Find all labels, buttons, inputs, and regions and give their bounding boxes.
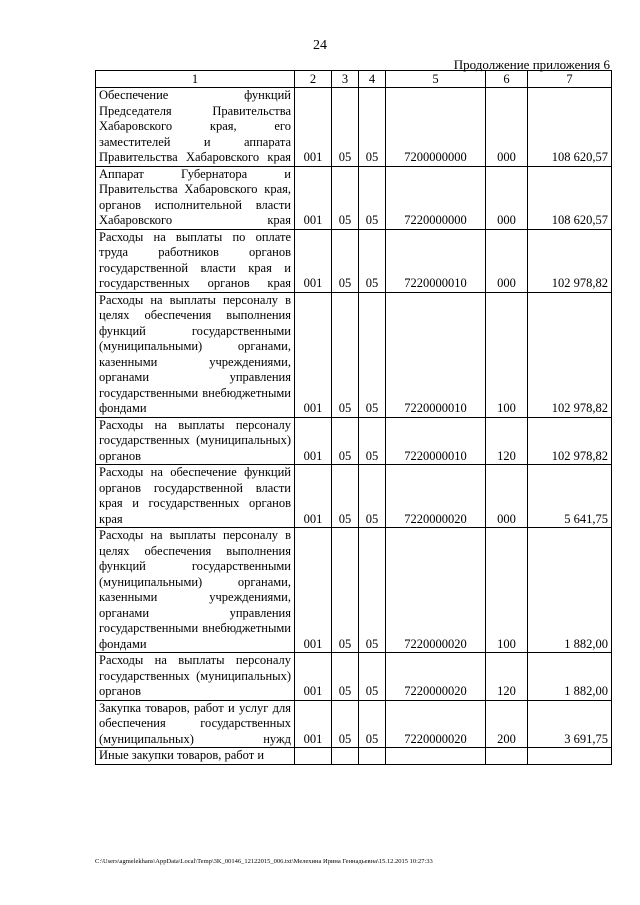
amount: 1 882,00	[528, 653, 612, 701]
amount: 102 978,82	[528, 229, 612, 292]
col-header-7: 7	[528, 71, 612, 88]
budget-table	[95, 70, 612, 765]
row-description: Расходы на выплаты персоналу государственных (муниципальных) органов	[96, 417, 295, 465]
continuation-label: Продолжение приложения 6	[453, 57, 610, 72]
ministry-code: 001	[295, 653, 332, 701]
expense-type-code: 000	[486, 88, 528, 167]
amount: 3 691,75	[528, 700, 612, 748]
ministry-code: 001	[295, 417, 332, 465]
ministry-code: 001	[295, 88, 332, 167]
ministry-code: 001	[295, 465, 332, 528]
expense-type-code: 100	[486, 528, 528, 653]
subsection-code: 05	[359, 88, 386, 167]
section-code: 05	[332, 166, 359, 229]
row-description: Иные закупки товаров, работ и	[96, 748, 295, 765]
row-description: Расходы на выплаты персоналу в целях обеспечения выполнения функций государственными (муниципальными) органами, казенными учреждениями, органами управления государственными внебюджетными фондами	[96, 292, 295, 417]
section-code: 05	[332, 229, 359, 292]
subsection-code: 05	[359, 166, 386, 229]
row-description: Расходы на выплаты по оплате труда работников органов государственной власти края и государственных органов края	[96, 229, 295, 292]
target-article-code: 7220000020	[386, 465, 486, 528]
section-code: 05	[332, 465, 359, 528]
target-article-code: 7220000020	[386, 653, 486, 701]
expense-type-code: 120	[486, 417, 528, 465]
subsection-code: 05	[359, 465, 386, 528]
table-row	[96, 465, 612, 528]
page-number: 24	[313, 38, 327, 53]
amount	[528, 748, 612, 765]
col-header-3: 3	[332, 71, 359, 88]
section-code: 05	[332, 653, 359, 701]
amount: 108 620,57	[528, 88, 612, 167]
footer-file-path: C:\Users\agmelekhans\AppData\Local\Temp\3K_00146_12122015_006.txt\Мелехина Ирина Геннадьевна\15.12.2015 10:27:33	[95, 858, 433, 865]
target-article-code: 7220000000	[386, 166, 486, 229]
section-code: 05	[332, 88, 359, 167]
ministry-code: 001	[295, 700, 332, 748]
ministry-code: 001	[295, 166, 332, 229]
table-row	[96, 528, 612, 653]
target-article-code: 7220000010	[386, 292, 486, 417]
ministry-code: 001	[295, 229, 332, 292]
row-description: Аппарат Губернатора и Правительства Хабаровского края, органов исполнительной власти Хабаровского края	[96, 166, 295, 229]
col-header-4: 4	[359, 71, 386, 88]
subsection-code: 05	[359, 528, 386, 653]
table-row	[96, 417, 612, 465]
subsection-code: 05	[359, 700, 386, 748]
ministry-code	[295, 748, 332, 765]
table-row	[96, 88, 612, 167]
table-row	[96, 292, 612, 417]
table-header-row	[96, 71, 612, 88]
target-article-code: 7220000010	[386, 417, 486, 465]
target-article-code: 7220000020	[386, 528, 486, 653]
expense-type-code: 200	[486, 700, 528, 748]
subsection-code	[359, 748, 386, 765]
section-code: 05	[332, 417, 359, 465]
section-code: 05	[332, 700, 359, 748]
target-article-code: 7220000010	[386, 229, 486, 292]
section-code: 05	[332, 292, 359, 417]
expense-type-code: 000	[486, 465, 528, 528]
col-header-2: 2	[295, 71, 332, 88]
subsection-code: 05	[359, 292, 386, 417]
target-article-code: 7220000020	[386, 700, 486, 748]
section-code: 05	[332, 528, 359, 653]
row-description: Закупка товаров, работ и услуг для обеспечения государственных (муниципальных) нужд	[96, 700, 295, 748]
subsection-code: 05	[359, 417, 386, 465]
amount: 108 620,57	[528, 166, 612, 229]
amount: 5 641,75	[528, 465, 612, 528]
expense-type-code	[486, 748, 528, 765]
col-header-5: 5	[386, 71, 486, 88]
col-header-1: 1	[96, 71, 295, 88]
section-code	[332, 748, 359, 765]
ministry-code: 001	[295, 528, 332, 653]
expense-type-code: 100	[486, 292, 528, 417]
row-description: Расходы на выплаты персоналу в целях обеспечения выполнения функций государственными (муниципальными) органами, казенными учреждениями, органами управления государственными внебюджетными фондами	[96, 528, 295, 653]
row-description: Обеспечение функций Председателя Правительства Хабаровского края, его заместителей и аппарата Правительства Хабаровского края	[96, 88, 295, 167]
amount: 102 978,82	[528, 417, 612, 465]
table-row	[96, 229, 612, 292]
subsection-code: 05	[359, 229, 386, 292]
expense-type-code: 000	[486, 229, 528, 292]
expense-type-code: 120	[486, 653, 528, 701]
table-row	[96, 700, 612, 748]
table-row	[96, 166, 612, 229]
target-article-code: 7200000000	[386, 88, 486, 167]
subsection-code: 05	[359, 653, 386, 701]
target-article-code	[386, 748, 486, 765]
row-description: Расходы на выплаты персоналу государственных (муниципальных) органов	[96, 653, 295, 701]
table-row	[96, 748, 612, 765]
row-description: Расходы на обеспечение функций органов государственной власти края и государственных органов края	[96, 465, 295, 528]
table-row	[96, 653, 612, 701]
amount: 102 978,82	[528, 292, 612, 417]
ministry-code: 001	[295, 292, 332, 417]
col-header-6: 6	[486, 71, 528, 88]
amount: 1 882,00	[528, 528, 612, 653]
expense-type-code: 000	[486, 166, 528, 229]
